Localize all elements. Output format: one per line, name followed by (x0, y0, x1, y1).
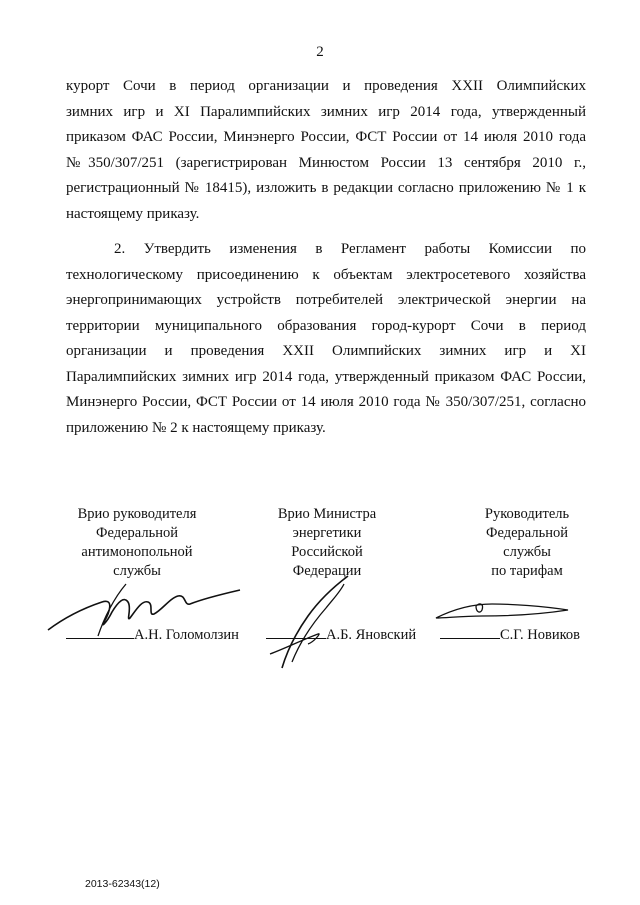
signatory-3-name: С.Г. Новиков (500, 627, 581, 643)
signatory-title-line: Федеральной (486, 525, 568, 541)
paragraph-1-line: зимних игр и XI Паралимпийских зимних игр 2014 года, утвержденный (66, 103, 586, 120)
signatory-3-title (452, 505, 602, 581)
signatory-title-line: энергетики (292, 525, 362, 541)
signature-rule (66, 626, 134, 639)
signatory-title-line: службы (113, 563, 161, 579)
signatory-title-line: Руководитель (484, 506, 570, 522)
paragraph-2-line: энергопринимающих устройств потребителей электрической энергии на (66, 292, 586, 308)
signatory-title-line: Врио Министра (277, 506, 377, 522)
signatory-1-signature-line (66, 626, 239, 644)
signatory-1-name: А.Н. Голомолзин (134, 627, 239, 643)
signature-rule (440, 626, 500, 639)
signatory-2-title (252, 505, 402, 581)
signatory-title-line: Российской (291, 544, 363, 560)
signatory-2-name: А.Б. Яновский (326, 627, 417, 643)
signatory-title-line: Федеральной (96, 525, 178, 541)
page-number: 2 (316, 44, 324, 60)
paragraph-1-line: настоящему приказу. (66, 205, 200, 222)
signature-2-handwritten (262, 572, 362, 672)
signature-3-handwritten (432, 596, 572, 626)
paragraph-1-line: приказом ФАС России, Минэнерго России, ФСТ России от 14 июля 2010 года (66, 129, 586, 145)
signatory-3-signature-line (440, 626, 580, 644)
signatory-title-line: службы (503, 544, 551, 560)
paragraph-2 (66, 237, 586, 441)
paragraph-1-line: курорт Сочи в период организации и проведения XXII Олимпийских (66, 78, 586, 94)
signatory-title-line: по тарифам (491, 563, 563, 579)
signatory-title-line: Федерации (292, 563, 362, 579)
signature-rule (266, 626, 326, 639)
signatory-1-title (62, 505, 212, 581)
document-registration-number: 2013-62343(12) (85, 878, 160, 890)
paragraph-2-line: Паралимпийских зимних игр 2014 года, утвержденный приказом ФАС России, (66, 368, 586, 385)
paragraph-2-line: приложению № 2 к настоящему приказу. (66, 419, 326, 436)
paragraph-2-line: организации и проведения XXII Олимпийских зимних игр и XI (66, 343, 586, 359)
signatory-title-line: Врио руководителя (77, 506, 197, 522)
signatory-title-line: антимонопольной (81, 544, 193, 560)
signatory-2-signature-line (266, 626, 416, 644)
paragraph-2-line: территории муниципального образования город-курорт Сочи в период (66, 317, 586, 334)
paragraph-2-line: технологическому присоединению к объектам электросетевого хозяйства (66, 266, 586, 283)
paragraph-2-line: 2. Утвердить изменения в Регламент работы Комиссии по (114, 241, 586, 257)
paragraph-1-line: №350/307/251 (зарегистрирован Минюстом России 13 сентября 2010 г., (66, 154, 586, 171)
paragraph-1 (66, 74, 586, 227)
paragraph-1-line: регистрационный № 18415), изложить в редакции согласно приложению № 1 к (66, 180, 586, 196)
paragraph-2-line: Минэнерго России, ФСТ России от 14 июля 2010 года № 350/307/251, согласно (66, 394, 586, 410)
